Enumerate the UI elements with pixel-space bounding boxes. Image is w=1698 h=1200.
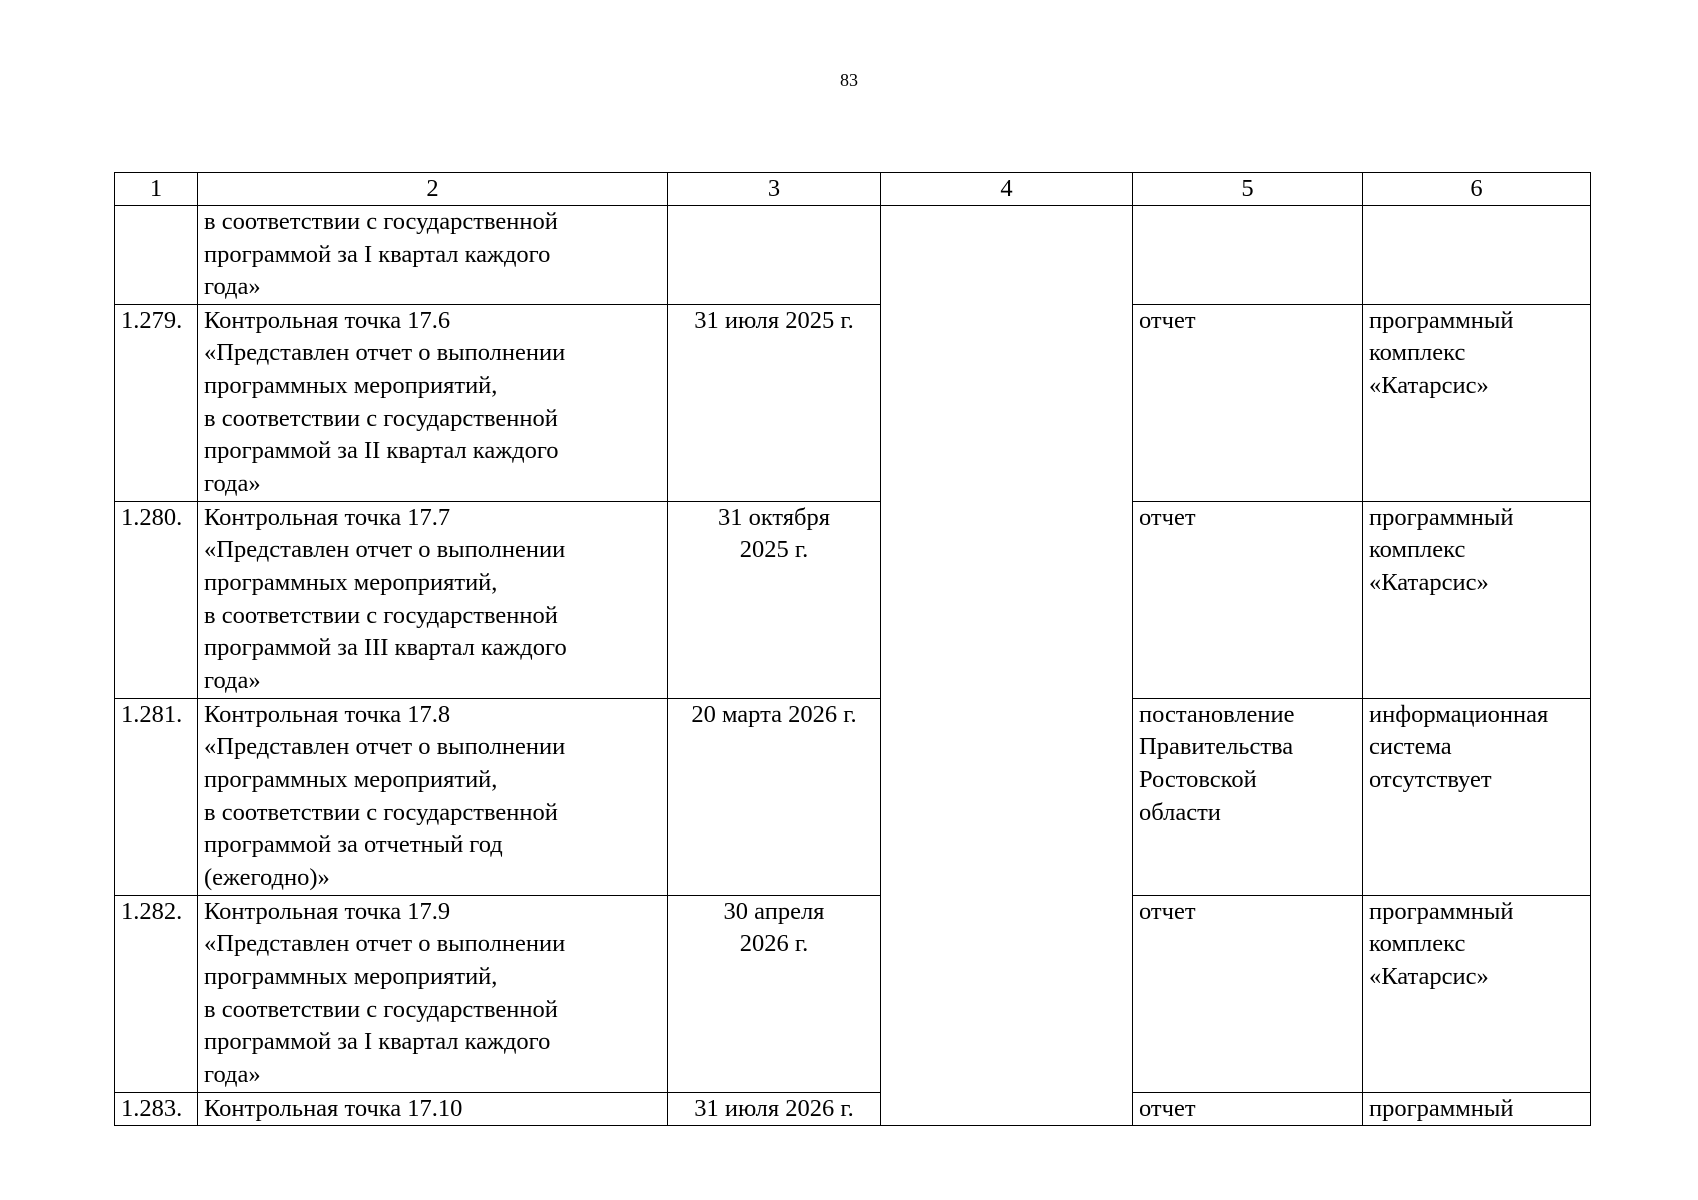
column-header: 1 xyxy=(115,173,198,206)
row-date-cell: 31 июля 2026 г. xyxy=(668,1092,881,1126)
row-document-cell: отчет xyxy=(1133,895,1363,1092)
row-description-cell: в соответствии с государственной программой за I квартал каждого года» xyxy=(198,206,668,305)
row-document-cell: отчет xyxy=(1133,1092,1363,1126)
row-description-cell: Контрольная точка 17.10 xyxy=(198,1092,668,1126)
row-number-cell: 1.283. xyxy=(115,1092,198,1126)
row-description-cell: Контрольная точка 17.9 «Представлен отчет о выполнении программных мероприятий, в соответствии с государственной программой за I квартал каждого года» xyxy=(198,895,668,1092)
row-description-cell: Контрольная точка 17.6 «Представлен отчет о выполнении программных мероприятий, в соответствии с государственной программой за II квартал каждого года» xyxy=(198,304,668,501)
row-number-cell: 1.281. xyxy=(115,698,198,895)
table-row xyxy=(115,698,1591,895)
row-system-cell: информационная система отсутствует xyxy=(1363,698,1591,895)
column-header: 3 xyxy=(668,173,881,206)
table-row xyxy=(115,1092,1591,1126)
row-system-cell xyxy=(1363,206,1591,305)
row-date-cell: 31 июля 2025 г. xyxy=(668,304,881,501)
table-row xyxy=(115,895,1591,1092)
row-document-cell: постановление Правительства Ростовской области xyxy=(1133,698,1363,895)
row-document-cell: отчет xyxy=(1133,304,1363,501)
table-row xyxy=(115,304,1591,501)
schedule-table xyxy=(114,172,1591,1126)
row-date-cell: 31 октября 2025 г. xyxy=(668,501,881,698)
row-system-cell: программный xyxy=(1363,1092,1591,1126)
column-header: 6 xyxy=(1363,173,1591,206)
table-row-continuation xyxy=(115,206,1591,305)
row-description-cell: Контрольная точка 17.7 «Представлен отчет о выполнении программных мероприятий, в соответствии с государственной программой за III квартал каждого года» xyxy=(198,501,668,698)
page-number: 83 xyxy=(840,70,858,90)
table-header-row xyxy=(115,173,1591,206)
row-document-cell xyxy=(1133,206,1363,305)
column-header: 5 xyxy=(1133,173,1363,206)
row-description-cell: Контрольная точка 17.8 «Представлен отчет о выполнении программных мероприятий, в соответствии с государственной программой за отчетный год (ежегодно)» xyxy=(198,698,668,895)
column-header: 2 xyxy=(198,173,668,206)
row-date-cell xyxy=(668,206,881,305)
row-document-cell: отчет xyxy=(1133,501,1363,698)
row-number-cell xyxy=(115,206,198,305)
row-system-cell: программный комплекс «Катарсис» xyxy=(1363,895,1591,1092)
responsible-merged-cell xyxy=(881,206,1133,1126)
column-header: 4 xyxy=(881,173,1133,206)
table-row xyxy=(115,501,1591,698)
row-number-cell: 1.280. xyxy=(115,501,198,698)
row-system-cell: программный комплекс «Катарсис» xyxy=(1363,501,1591,698)
row-date-cell: 30 апреля 2026 г. xyxy=(668,895,881,1092)
row-number-cell: 1.279. xyxy=(115,304,198,501)
row-date-cell: 20 марта 2026 г. xyxy=(668,698,881,895)
row-system-cell: программный комплекс «Катарсис» xyxy=(1363,304,1591,501)
row-number-cell: 1.282. xyxy=(115,895,198,1092)
